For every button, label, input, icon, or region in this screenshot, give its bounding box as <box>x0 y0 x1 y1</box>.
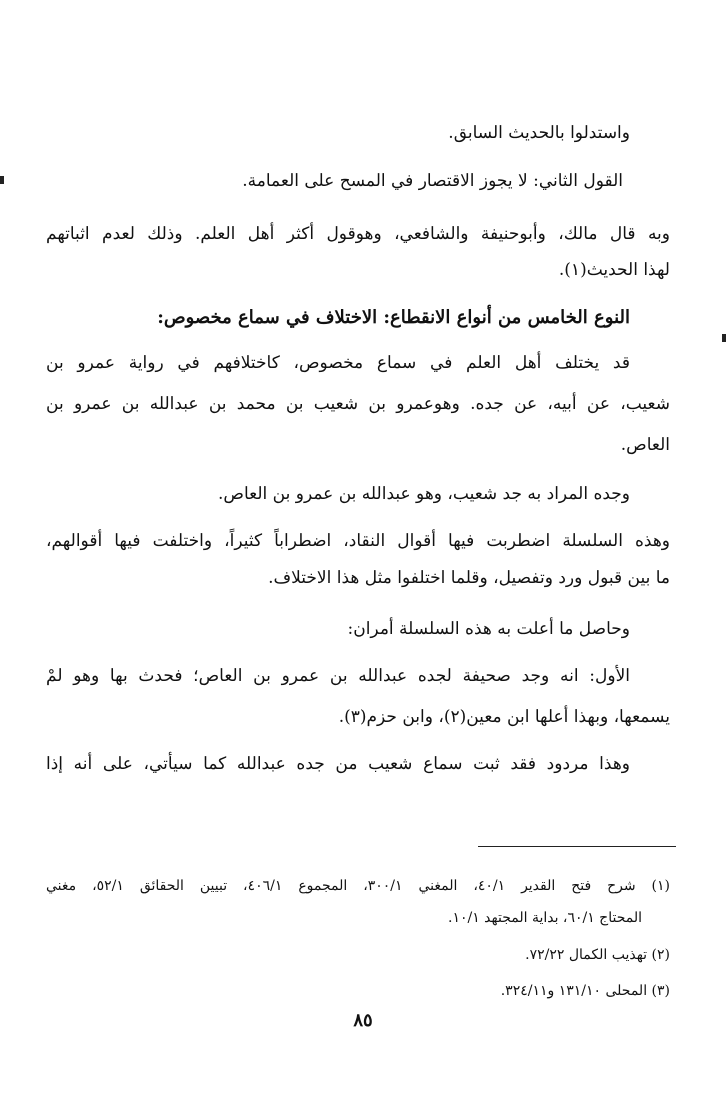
body-line-7: العاص. <box>620 435 670 455</box>
body-line-13: يسمعها، وبهذا أعلها ابن معين(٢)، وابن حزم(٣). <box>338 707 670 727</box>
body-line-14: وهذا مردود فقد ثبت سماع شعيب من جده عبدالله كما سيأتي، على أنه إذا <box>46 754 630 774</box>
body-line-12: الأول: انه وجد صحيفة لجده عبدالله بن عمرو بن العاص؛ فحدث بها وهو لمْ <box>46 666 630 686</box>
body-line-2: القول الثاني: لا يجوز الاقتصار في المسح على العمامة. <box>242 171 623 191</box>
body-line-4: لهذا الحديث(١). <box>558 260 670 280</box>
body-line-5: قد يختلف أهل العلم في سماع مخصوص، كاختلافهم في رواية عمرو بن <box>46 353 630 373</box>
body-line-10: ما بين قبول ورد وتفصيل، وقلما اختلفوا مثل هذا الاختلاف. <box>268 568 670 588</box>
margin-mark-left <box>0 176 4 184</box>
margin-mark-right <box>722 334 726 342</box>
body-line-1: واستدلوا بالحديث السابق. <box>448 123 630 143</box>
body-line-9: وهذه السلسلة اضطربت فيها أقوال النقاد، اضطراباً كثيراً، واختلفت فيها أقوالهم، <box>46 531 670 551</box>
footnote-1: (١) شرح فتح القدير ٤٠/١، المغني ٣٠٠/١، المجموع ٤٠٦/١، تبيين الحقائق ٥٢/١، مغني <box>46 878 670 894</box>
body-line-6: شعيب، عن أبيه، عن جده. وهوعمرو بن شعيب بن محمد بن عبدالله بن عمرو بن <box>46 394 670 414</box>
footnote-2: (٢) تهذيب الكمال ٧٢/٢٢. <box>525 947 670 963</box>
body-line-11: وحاصل ما أعلت به هذه السلسلة أمران: <box>347 619 630 639</box>
page-number: ٨٥ <box>353 1010 373 1031</box>
body-line-3: وبه قال مالك، وأبوحنيفة والشافعي، وهوقول أكثر أهل العلم. وذلك لعدم اثباتهم <box>46 224 670 244</box>
footnote-separator <box>478 846 676 847</box>
footnote-3: (٣) المحلى ١٣١/١٠ و٣٢٤/١١. <box>500 983 670 999</box>
body-line-8: وجده المراد به جد شعيب، وهو عبدالله بن عمرو بن العاص. <box>218 484 630 504</box>
footnote-1-continued: المحتاج ٦٠/١، بداية المجتهد ١٠/١. <box>448 910 642 926</box>
section-heading: النوع الخامس من أنواع الانقطاع: الاختلاف في سماع مخصوص: <box>157 307 630 328</box>
